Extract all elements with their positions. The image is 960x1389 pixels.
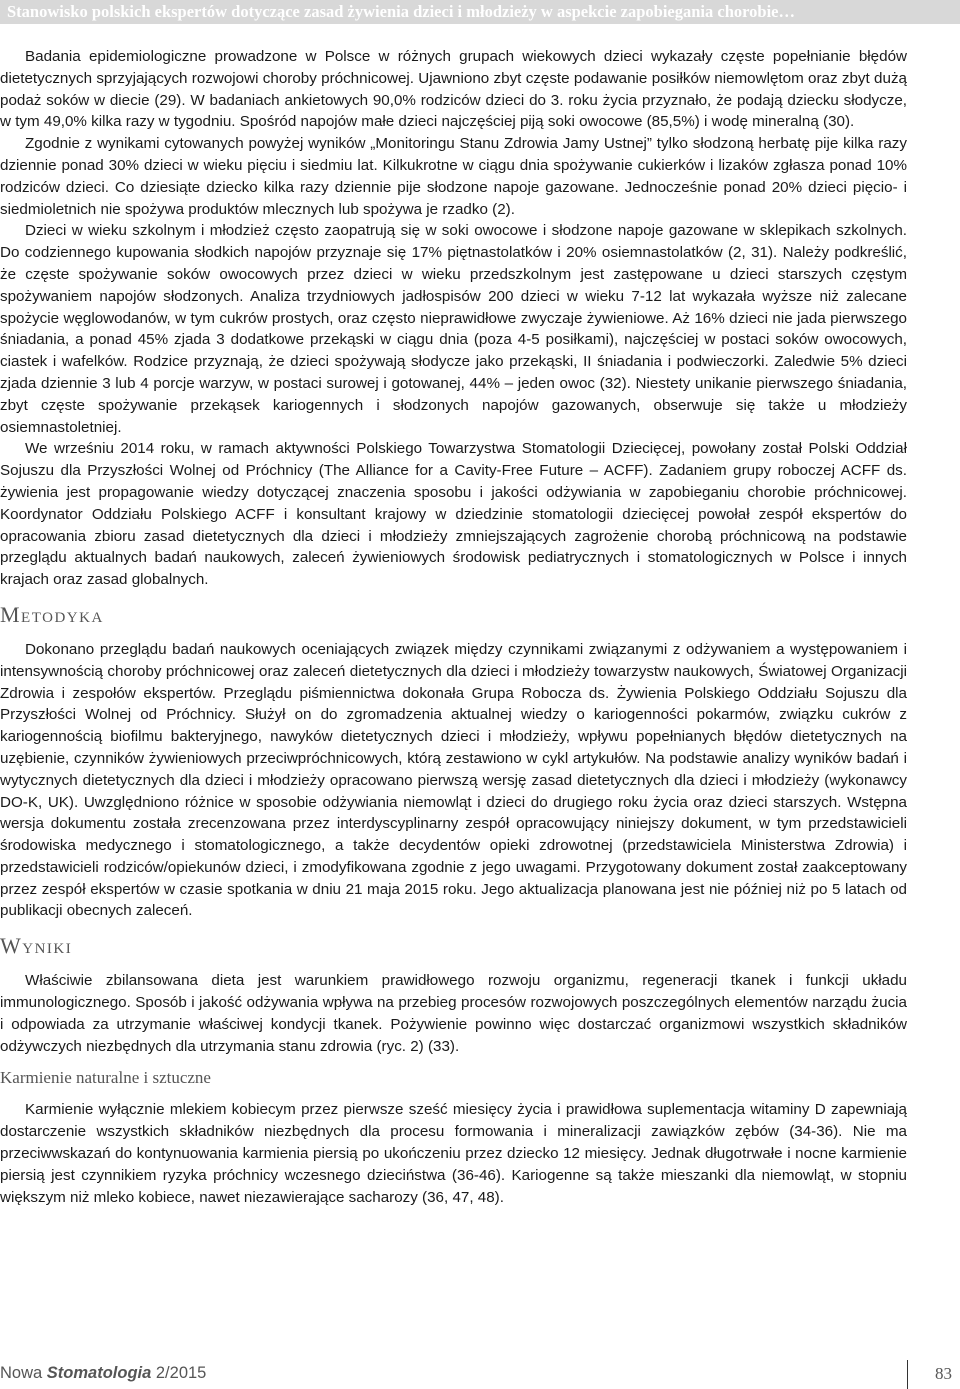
journal-prefix: Nowa <box>0 1364 47 1382</box>
karmienie-paragraph-1: Karmienie wyłącznie mlekiem kobiecym przez pierwsze sześć miesięcy życia i prawidłowa suplementacja witaminy D zapewniają dostarczenie wszystkich składników niezbędnych dla procesu formowania i mineralizacji zawiązków zębów (34-36). Nie ma przeciwwskazań do kontynuowania karmienia piersią po ukończeniu przez dziecko 12 miesięcy. Jednak długotrwałe i nocne karmienie piersią jest czynnikiem ryzyka próchnicy wczesnego dzieciństwa (36-46). Kariogenne są także mieszanki dla niemowląt, w stopniu większym niż mleko kobiece, nawet niezawierające sacharozy (36, 47, 48). <box>0 1101 907 1206</box>
page-footer <box>0 1360 960 1389</box>
intro-paragraph-4: We wrześniu 2014 roku, w ramach aktywności Polskiego Towarzystwa Stomatologii Dziecięcej, powołany został Polski Oddział Sojuszu dla Przyszłości Wolnej od Próchnicy (The Alliance for a Cavity-Free Future – ACFF). Zadaniem grupy roboczej ACFF ds. żywienia jest propagowanie wiedzy dotyczącej znaczenia sposobu i jakości odżywiania w zapobieganiu chorobie próchnicowej. Koordynator Oddziału Polskiego ACFF i konsultant krajowy w dziedzinie stomatologii dziecięcej powołał zespół ekspertów do opracowania zbioru zasad dietetycznych dla dzieci i młodzieży zmniejszających zagrożenie chorobą próchnicową na podstawie przeglądu aktualnych badań naukowych, zaleceń żywieniowych środowisk pediatrycznych i stomatologicznych w Polsce i innych krajach oraz zasad globalnych. <box>0 440 907 589</box>
page-number: 83 <box>935 1364 952 1383</box>
wyniki-paragraph-1: Właściwie zbilansowana dieta jest warunkiem prawidłowego rozwoju organizmu, regeneracji tkanek i funkcji układu immunologicznego. Sposób i jakość odżywania wpływa na przebieg procesów rozwojowych poszczególnych elementów narządu żucia i odpowiada za utrzymanie właściwej kondycji tkanek. Pożywienie powinno więc dostarczać organizmowi wszystkich składników odżywczych niezbędnych dla utrzymania stanu zdrowia (ryc. 2) (33). <box>0 972 907 1055</box>
intro-paragraph-2: Zgodnie z wynikami cytowanych powyżej wyników „Monitoringu Stanu Zdrowia Jamy Ustnej” tylko słodzoną herbatę pije kilka razy dziennie ponad 30% dzieci w wieku pięciu i siedmiu lat. Kilkukrotne w ciągu dnia spożywanie cukierków i lizaków zgłasza ponad 10% rodziców dzieci. Co dziesiąte dziecko kilka razy dziennie pije słodzone napoje gazowane. Jednocześnie ponad 20% dzieci pięcio- i siedmioletnich nie spożywa produktów mlecznych lub spożywa je rzadko (2). <box>0 135 907 218</box>
subsection-heading-karmienie: Karmienie naturalne i sztuczne <box>0 1068 211 1088</box>
intro-paragraph-1: Badania epidemiologiczne prowadzone w Polsce w różnych grupach wiekowych dzieci wykazały częste popełnianie błędów dietetycznych sprzyjających rozwojowi choroby próchnicowej. Ujawniono zbyt częste podawanie posiłków niemowlętom oraz zbyt dużą podaż soków w diecie (29). W badaniach ankietowych 90,0% rodziców dzieci do 3. roku życia przyznało, że podają dziecku słodycze, w tym 49,0% kilka razy w tygodniu. Spośród napojów małe dzieci najczęściej piją soki owocowe (85,5%) i wodę mineralną (30). <box>0 48 907 131</box>
journal-issue: 2/2015 <box>151 1364 207 1382</box>
running-title: Stanowisko polskich ekspertów dotyczące zasad żywienia dzieci i młodzieży w aspekcie zapobiegania chorobie… <box>7 2 795 21</box>
journal-title: Stomatologia <box>46 1364 152 1382</box>
section-heading-wyniki: Wyniki <box>0 933 73 959</box>
section-heading-metodyka: Metodyka <box>0 601 104 627</box>
article-body <box>0 36 907 1208</box>
footer-divider <box>907 1360 908 1389</box>
metodyka-paragraph-1: Dokonano przeglądu badań naukowych oceniających związek między czynnikami związanymi z odżywaniem a występowaniem i intensywnością choroby próchnicowej oraz zaleceń dietetycznych dla dzieci i młodzieży towarzystw naukowych, Światowej Organizacji Zdrowia i zespołów ekspertów. Przeglądu piśmiennictwa dokonała Grupa Robocza ds. Żywienia Polskiego Oddziału Sojuszu dla Przyszłości Wolnej od Próchnicy. Służył on do zgromadzenia aktualnej wiedzy o kariogenności pokarmów, związku cukrów z kariogennością biofilmu bakteryjnego, nawyków dietetycznych dzieci i młodzieży, wpływu popełnianych błędów dietetycznych na uzębienie, czynników żywieniowych przeciwpróchnicowych, którą zestawiono w cykl artykułów. Na podstawie analizy wyników badań i wytycznych dietetycznych dla dzieci i młodzieży opracowano pierwszą wersję zasad dietetycznych dla dzieci i młodzieży (wykonawcy DO-K, UK). Uwzględniono różnice w sposobie odżywiania niemowląt i dzieci do drugiego roku życia oraz dzieci starszych. Wstępna wersja dokumentu została zrecenzowana przez interdyscyplinarny zespół opracowujący niniejszy dokument, w tym przedstawicieli środowiska medycznego i stomatologicznego, a także decydentów opieki zdrowotnej (przedstawiciela Ministerstwa Zdrowia) i przedstawicieli rodziców/opiekunów dzieci, i zmodyfikowana zgodnie z jego uwagami. Przygotowany dokument został zaakceptowany przez zespół ekspertów w czasie spotkania w dniu 21 maja 2015 roku. Jego aktualizacja planowana jest nie później niż po 5 latach od publikacji obecnych zaleceń. <box>0 640 907 920</box>
running-header <box>0 0 960 24</box>
journal-name <box>0 1364 206 1383</box>
intro-paragraph-3: Dzieci w wieku szkolnym i młodzież często zaopatrują się w soki owocowe i słodzone napoje gazowane w sklepikach szkolnych. Do codziennego kupowania słodkich napojów przyznaje się 17% piętnastolatków i 20% osiemnastolatków (2, 31). Należy podkreślić, że częste spożywanie soków owocowych przez dzieci w wieku przedszkolnym jest zastępowane u dzieci starszych częstym spożywaniem napojów słodzonych. Analiza trzydniowych jadłospisów 200 dzieci w wieku 7-12 lat wykazała wyższe niż zalecane spożycie węglowodanów, w tym cukrów prostych, oraz często nieprawidłowe zwyczaje żywieniowe. Aż 16% dzieci nie jada pierwszego śniadania, a ponad 45% zjada 3 dodatkowe przekąski w ciągu dnia (poza 4-5 posiłkami), najczęściej w postaci soków owocowych, ciastek i wafelków. Rodzice przyznają, że dzieci spożywają słodycze jako przekąski, II śniadania i podwieczorki. Zaledwie 5% dzieci zjada dziennie 3 lub 4 porcje warzyw, w postaci surowej i gotowanej, 44% – jeden owoc (32). Niestety unikanie pierwszego śniadania, zbyt częste spożywanie przekąsek kariogennych i słodzonych napojów gazowanych, obserwuje się także u młodzieży osiemnastoletniej. <box>0 222 907 436</box>
